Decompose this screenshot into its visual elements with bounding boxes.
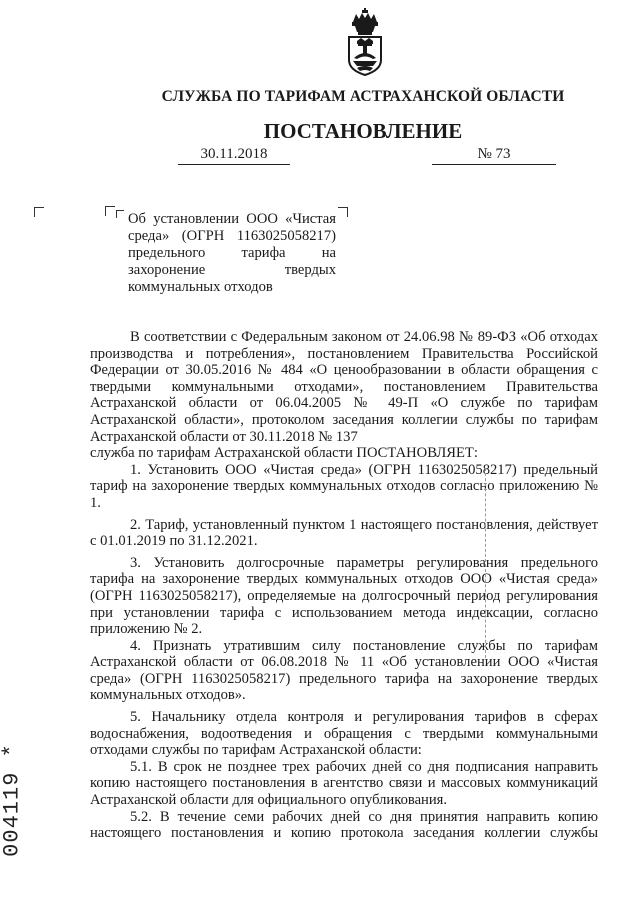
clause-paragraph: 1. Установить ООО «Чистая среда» (ОГРН 1163025058217) предельный тариф на захоронение твердых коммунальных отходов согласно приложению № 1.	[90, 461, 598, 511]
registration-stamp: 004119 *	[0, 743, 25, 857]
corner-mark	[338, 207, 348, 217]
clause-paragraph: 5.2. В течение семи рабочих дней со дня принятия направить копию настоящего постановления и копию протокола заседания коллегии службы	[90, 808, 598, 842]
corner-mark	[105, 206, 115, 216]
decree-line: служба по тарифам Астраханской области ПОСТАНОВЛЯЕТ:	[90, 445, 478, 462]
clause-paragraph: 4. Признать утратившим силу постановление службы по тарифам Астраханской области от 06.08.2018 № 11 «Об установлении ООО «Чистая среда» (ОГРН 1163025058217) предельного тарифа на захоронение твердых коммунальных отходов».	[90, 637, 598, 704]
fold-line	[485, 468, 486, 658]
clause-paragraph: 5. Начальнику отдела контроля и регулирования тарифов в сферах водоснабжения, водоотведения и обращения с твердыми коммунальными отходами службы по тарифам Астраханской области:	[90, 709, 598, 759]
document-body	[90, 329, 598, 842]
document-number: № 73	[432, 146, 556, 165]
document-subject: Об установлении ООО «Чистая среда» (ОГРН 1163025058217) предельного тарифа на захоронение твердых коммунальных отходов	[128, 211, 336, 295]
agency-title: СЛУЖБА ПО ТАРИФАМ АСТРАХАНСКОЙ ОБЛАСТИ	[161, 88, 565, 105]
corner-mark	[34, 207, 44, 217]
clause-paragraph: 3. Установить долгосрочные параметры регулирования предельного тарифа на захоронение твердых коммунальных отходов ООО «Чистая среда» (ОГРН 1163025058217), определяемые на долгосрочный период регулирования при установлении тарифа с использованием метода индексации, согласно приложению № 2.	[90, 554, 598, 638]
document-date: 30.11.2018	[178, 146, 290, 165]
preamble-paragraph: В соответствии с Федеральным законом от 24.06.98 № 89-ФЗ «Об отходах производства и потребления», постановлением Правительства Российской Федерации от 30.05.2016 № 484 «О ценообразовании в области обращения с твердыми коммунальными отходами», постановлением Правительства Астраханской области от 06.04.2005 № 49-П «О службе по тарифам Астраханской области», протоколом заседания коллегии службы по тарифам Астраханской области от 30.11.2018 № 137	[90, 329, 598, 445]
corner-mark	[116, 210, 124, 218]
clause-paragraph: 2. Тариф, установленный пунктом 1 настоящего постановления, действует с 01.01.2019 по 31.12.2021.	[90, 516, 598, 550]
document-type: ПОСТАНОВЛЕНИЕ	[263, 119, 463, 143]
coat-of-arms-icon	[343, 8, 387, 78]
clause-paragraph: 5.1. В срок не позднее трех рабочих дней со дня подписания направить копию настоящего постановления в агентство связи и массовых коммуникаций Астраханской области для официального опубликования.	[90, 758, 598, 809]
